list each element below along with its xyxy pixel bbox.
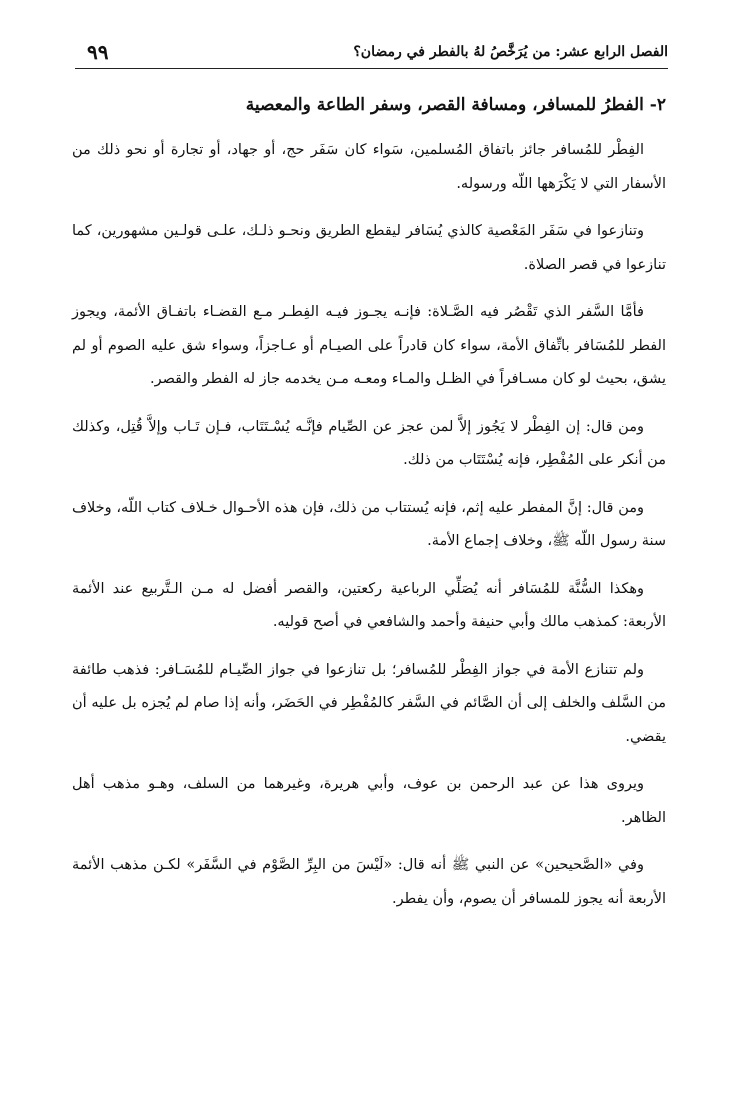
paragraph: ويروى هذا عن عبد الرحمن بن عوف، وأبي هريرة، وغيرهما من السلف، وهـو مذهب أهل الظاهر. bbox=[72, 776, 666, 826]
section-heading: ٢- الفطرُ للمسافر، ومسافة القصر، وسفر الطاعة والمعصية bbox=[245, 95, 666, 115]
paragraph: ومن قال: إنَّ المفطر عليه إثم، فإنه يُستتاب من ذلك، فإن هذه الأحـوال خـلاف كتاب اللّه، وخلاف سنة رسول اللّه ﷺ، وخلاف إجماع الأمة. bbox=[72, 499, 666, 549]
paragraph: ومن قال: إن الفِطْر لا يَجُوز إلاَّ لمن عجز عن الصِّيام فإنَّـه يُسْـتَتَاب، فـإن تَـاب وإلاَّ قُتِل، وكذلك من أنكر على المُفْطِر، فإنه يُسْتَتَاب من ذلك. bbox=[72, 418, 666, 468]
page-body bbox=[72, 90, 666, 930]
paragraph: ولم تتنازع الأمة في جواز الفِطْر للمُسافر؛ بل تنازعوا في جواز الصِّيـام للمُسَـافر: فذهب طائفة من السَّلف والخلف إلى أن الصَّائم في السَّفر كالمُفْطِر في الحَضَر، وأنه إذا صام لم يُجزه بل عليه أن يقضي. bbox=[72, 661, 666, 745]
paragraph: الفِطْر للمُسافر جائز باتفاق المُسلمين، سَواء كان سَفَر حج، أو جهاد، أو تجارة أو نحو ذلك من الأسفار التي لا يَكْرَهها اللّه ورسوله. bbox=[72, 142, 666, 192]
page-number: ٩٩ bbox=[87, 40, 109, 64]
paragraph: وتنازعوا في سَفَر المَعْصية كالذي يُسَافر ليقطع الطريق ونحـو ذلـك، علـى قولـين مشهورين، كما تنازعوا في قصر الصلاة. bbox=[72, 223, 666, 273]
running-title: الفصل الرابع عشر: من يُرَخَّصُ لهُ بالفطر في رمضان؟ bbox=[353, 44, 668, 60]
page-header bbox=[75, 38, 668, 69]
paragraph: وفي «الصَّحيحين» عن النبي ﷺ أنه قال: «لَيْسَ من البِرِّ الصَّوْم في السَّفَر» لكـن مذهب الأئمة الأربعة أنه يجوز للمسافر أن يصوم، وأن يفطر. bbox=[72, 857, 666, 907]
paragraph: وهكذا السُّنَّة للمُسَافر أنه يُصَلِّي الرباعية ركعتين، والقصر أفضل له مـن الـتَّربيع عند الأئمة الأربعة: كمذهب مالك وأبي حنيفة وأحمد والشافعي في أصح قوليه. bbox=[72, 580, 666, 630]
paragraph: فأمَّا السَّفر الذي تَقْصُر فيه الصَّـلاة: فإنـه يجـوز فيـه الفِطـر مـع القضـاء باتفـاق الأئمة، ويجوز الفطر للمُسَافر باتِّفاق الأمة، سواء كان قادراً على الصيـام أو عـاجزاً، وسواء شق عليه الصوم أو لم يشق، بحيث لو كان مسـافراً في الظـل والمـاء ومعـه مـن يخدمه جاز له الفطر والقصر. bbox=[72, 304, 666, 387]
